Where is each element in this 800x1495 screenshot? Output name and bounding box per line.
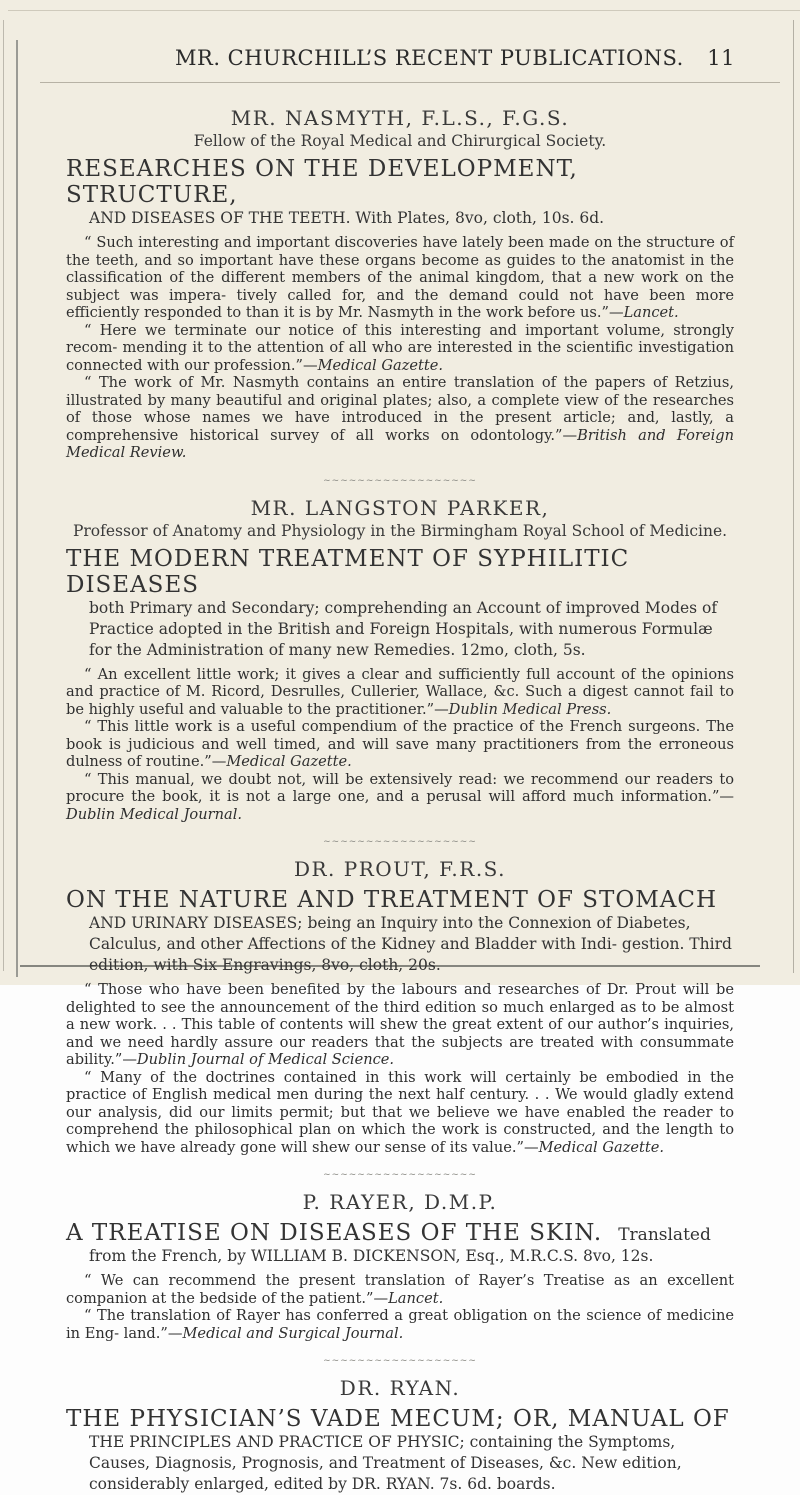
review-source: Lancet. [388, 1289, 444, 1307]
review-quote [66, 718, 734, 771]
book-title-text: THE MODERN TREATMENT OF SYPHILITIC DISEASES [66, 545, 630, 598]
book-title [66, 546, 734, 598]
author-name: MR. LANGSTON PARKER, [250, 495, 550, 520]
review-quote [66, 234, 734, 322]
review-text: “ Such interesting and important discoveries have lately been made on the structure of the teeth, and so important have these organs become as guides to the anatomist in the classification of the different members of the animal kingdom, that a new work on the subject was impera- tively called for, and the demand could not have been more efficiently responded to than it is by Mr. Nasmyth in the work before us.”— [66, 234, 734, 321]
book-title [66, 1406, 734, 1432]
book-description: THE PRINCIPLES AND PRACTICE OF PHYSIC; containing the Symptoms, Causes, Diagnosis, Prognosis, and Treatment of Diseases, &c. New edition, considerably enlarged, edited by DR. RYAN. 7s. 6d. boards. [89, 1433, 682, 1493]
review-quote [66, 322, 734, 375]
book-title [66, 156, 734, 208]
publication-list [66, 106, 734, 1495]
author-name: MR. NASMYTH, F.L.S., F.G.S. [230, 106, 570, 130]
review-source: Medical Gazette. [226, 753, 352, 770]
review-quote [66, 1272, 734, 1307]
review-quote [66, 1069, 734, 1157]
author-affiliation: Professor of Anatomy and Physiology in the Birmingham Royal School of Medicine. [72, 521, 728, 540]
page-number: 11 [707, 46, 735, 70]
review-source: Dublin Journal of Medical Science. [136, 1051, 395, 1068]
author-name: P. RAYER, D.M.P. [302, 1190, 498, 1214]
review-quote [66, 981, 734, 1069]
author-affiliation: Fellow of the Royal Medical and Chirurgical Society. [193, 132, 607, 150]
review-text: “ An excellent little work; it gives a clear and sufficiently full account of the opinions and practice of M. Ricord, Desrulles, Cullerier, Wallace, &c. Such a digest cannot fail to be highly useful and valuable to the practitioner.”— [66, 665, 734, 718]
book-title [66, 1220, 734, 1246]
book-title-text: THE PHYSICIAN’S VADE MECUM; OR, MANUAL OF [66, 1406, 730, 1432]
header-rule [40, 82, 780, 83]
book-description: from the French, by WILLIAM B. DICKENSON, Esq., M.R.C.S. 8vo, 12s. [89, 1247, 654, 1265]
page-edge-right [793, 20, 794, 973]
review-text: “ The work of Mr. Nasmyth contains an entire translation of the papers of Retzius, illustrated by many beautiful and original plates; also, a complete view of the researches of those whose names we have introduced in the present article; and, lastly, a comprehensive historical survey of all works on odontology.”— [66, 374, 734, 444]
page-edge-outer-left [3, 20, 4, 971]
review-text: “ Here we terminate our notice of this interesting and important volume, strongly recom- mending it to the attention of all who are interested in the scientific investigation connected with our profession.”— [66, 321, 734, 374]
review-source: Lancet. [623, 304, 679, 321]
book-title [66, 887, 734, 913]
book-description: both Primary and Secondary; comprehending an Account of improved Modes of Practice adopted in the British and Foreign Hospitals, with numerous Formulæ for the Administration of many new Remedies. 12mo, cloth, 5s. [89, 598, 718, 659]
book-title-text: RESEARCHES ON THE DEVELOPMENT, STRUCTURE, [66, 156, 578, 208]
review-text: “ Those who have been benefited by the labours and researches of Dr. Prout will be delighted to see the announcement of the third edition so much enlarged as to be almost a new work. . . This table of contents will shew the great extent of our author’s inquiries, and we need hardly assure our readers that the subjects are treated with consummate ability.”— [66, 981, 734, 1068]
review-quote [66, 666, 734, 719]
book-description: AND URINARY DISEASES; being an Inquiry into the Connexion of Diabetes, Calculus, and other Affections of the Kidney and Bladder with Indi- gestion. Third edition, with Six Engravings, 8vo, cloth, 20s. [89, 914, 732, 974]
review-quote [66, 771, 734, 824]
ornament-divider: ~~~~~~~~~~~~~~~~~~ [323, 837, 477, 847]
review-text: “ We can recommend the present translation of Rayer’s Treatise as an excellent companion at the bedside of the patient.”— [66, 1272, 734, 1307]
review-source: Dublin Medical Press. [448, 700, 612, 718]
header-title: MR. CHURCHILL’S RECENT PUBLICATIONS. [175, 46, 684, 70]
book-title-text: A TREATISE ON DISEASES OF THE SKIN. [66, 1220, 603, 1246]
book-title-suffix: Translated [618, 1225, 711, 1245]
book-title-text: ON THE NATURE AND TREATMENT OF STOMACH [66, 887, 718, 913]
review-text: “ The translation of Rayer has conferred a great obligation on the science of medicine in Eng- land.”— [66, 1307, 734, 1342]
book-description: AND DISEASES OF THE TEETH. With Plates, 8vo, cloth, 10s. 6d. [89, 209, 605, 227]
review-source: Medical and Surgical Journal. [182, 1324, 404, 1342]
review-text: “ This little work is a useful compendium of the practice of the French surgeons. The book is judicious and well timed, and will save many practitioners from the erroneous dulness of routine.”— [66, 718, 734, 770]
publication-entry [66, 1356, 734, 1495]
review-quotes [66, 1272, 734, 1342]
review-quotes [66, 981, 734, 1156]
review-quote [66, 374, 734, 462]
page-edge-top [8, 10, 800, 51]
publication-entry [66, 106, 734, 462]
author-name: DR. PROUT, F.R.S. [293, 857, 507, 881]
author-name: DR. RYAN. [339, 1376, 461, 1400]
ornament-divider: ~~~~~~~~~~~~~~~~~~ [323, 1170, 477, 1180]
review-text: “ Many of the doctrines contained in this work will certainly be embodied in the practice of English medical men during the next half century. . . We would gladly extend our analysis, did our limits permit; but that we believe we have enabled the reader to comprehend the philosophical plan on which the work is constructed, and the length to which we have already gone will shew our sense of its value.”— [66, 1068, 734, 1156]
review-source: Dublin Medical Journal. [66, 805, 243, 823]
publication-entry [66, 1170, 734, 1342]
review-text: “ This manual, we doubt not, will be extensively read: we recommend our readers to procure the book, it is not a large one, and a perusal will afford much information.”— [66, 770, 734, 805]
publication-entry [66, 837, 734, 1156]
ornament-divider: ~~~~~~~~~~~~~~~~~~ [323, 475, 477, 486]
review-quotes [66, 234, 734, 462]
ornament-divider: ~~~~~~~~~~~~~~~~~~ [323, 1356, 477, 1366]
page-edge-left [16, 40, 18, 977]
review-source: Medical Gazette. [317, 356, 444, 374]
review-source: British and Foreign Medical Review. [66, 426, 734, 461]
publication-entry [66, 476, 734, 824]
running-header [175, 46, 735, 70]
review-quote [66, 1307, 734, 1342]
review-quotes [66, 666, 734, 824]
review-source: Medical Gazette. [538, 1138, 665, 1156]
